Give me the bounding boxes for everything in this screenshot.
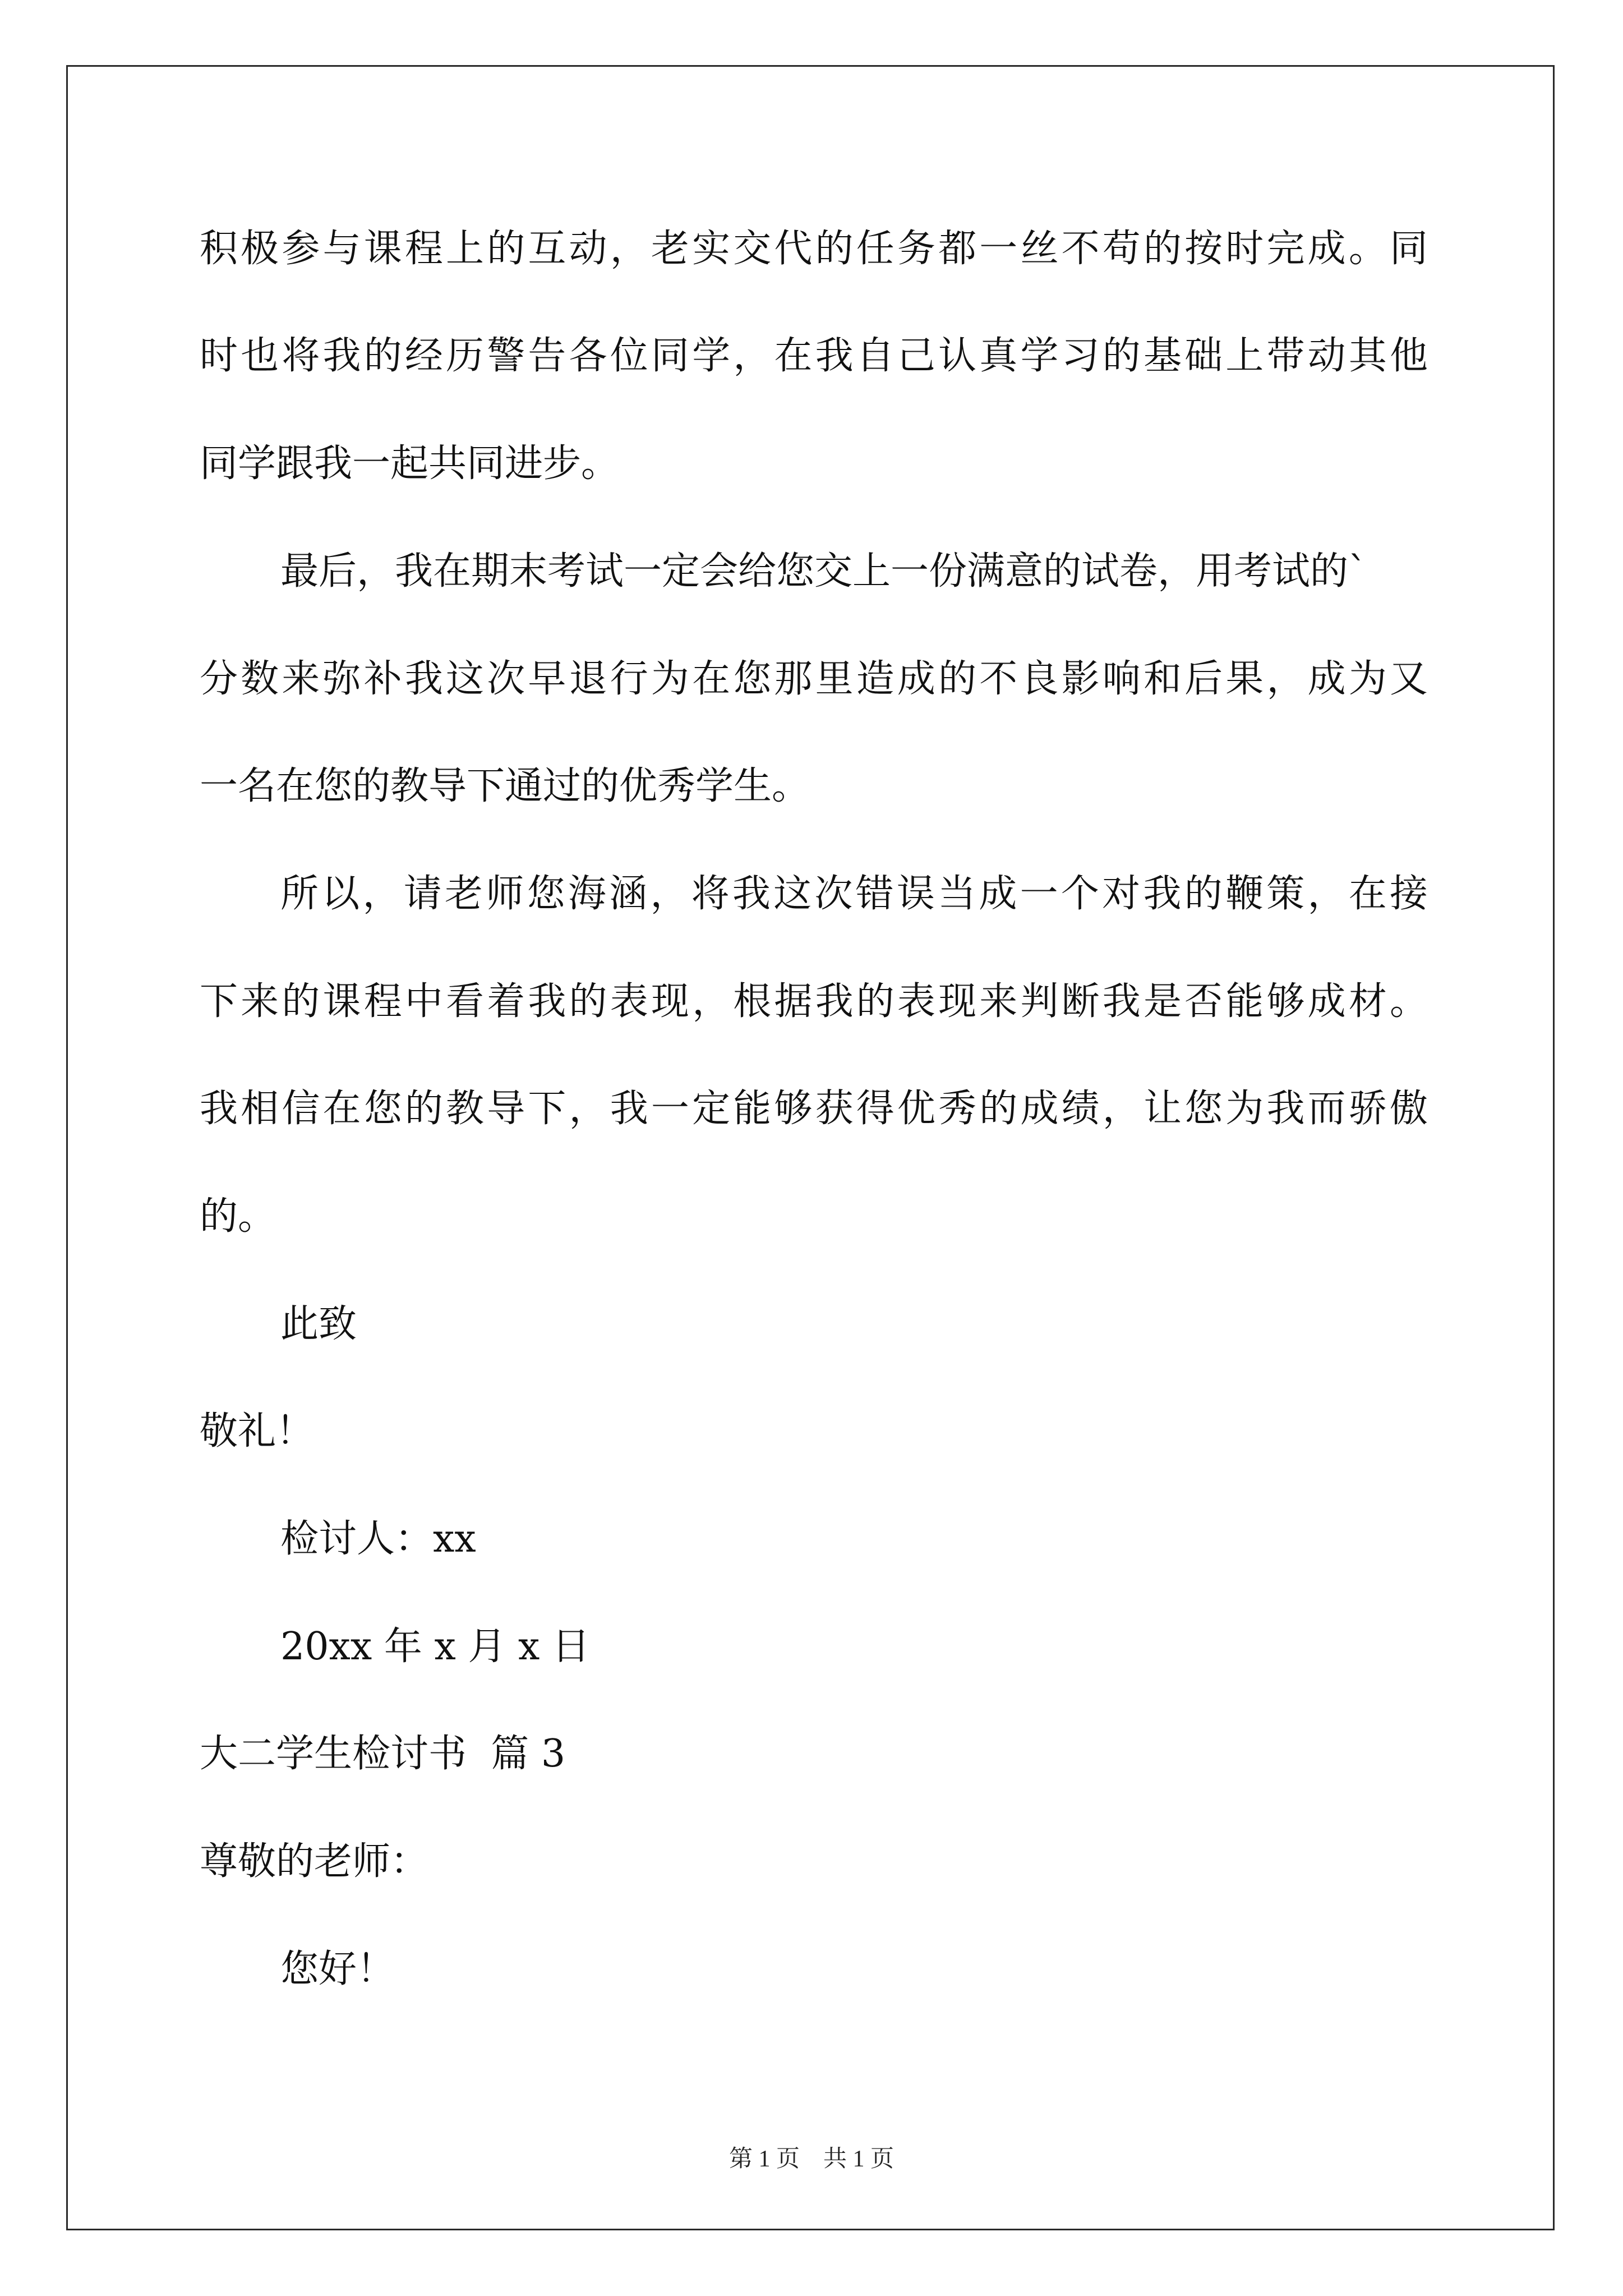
body-line-3: 同学跟我一起共同进步。	[200, 441, 620, 486]
closing-cizhi: 此致	[280, 1302, 357, 1346]
page-footer: 第 1 页 共 1 页	[728, 2146, 894, 2172]
body-line-8: 下来的课程中看着我的表现，根据我的表现来判断我是否能够成材。	[200, 979, 1428, 1024]
date-line: 20xx 年 x 月 x 日	[280, 1625, 591, 1669]
body-line-5: 分数来弥补我这次早退行为在您那里造成的不良影响和后果，成为又	[200, 657, 1428, 701]
page-border	[66, 65, 1555, 2230]
signer-line: 检讨人：xx	[280, 1517, 476, 1561]
body-line-6: 一名在您的教导下通过的优秀学生。	[200, 764, 810, 808]
section-title: 大二学生检讨书 篇 3	[200, 1732, 566, 1776]
closing-jingli: 敬礼！	[200, 1409, 315, 1453]
body-line-9: 我相信在您的教导下，我一定能够获得优秀的成绩，让您为我而骄傲	[200, 1087, 1428, 1131]
body-line-2: 时也将我的经历警告各位同学，在我自己认真学习的基础上带动其他	[200, 334, 1428, 378]
body-line-4: 最后，我在期末考试一定会给您交上一份满意的试卷，用考试的`	[280, 549, 1368, 593]
body-line-10: 的。	[200, 1194, 276, 1239]
body-line-1: 积极参与课程上的互动，老实交代的任务都一丝不苟的按时完成。同	[200, 227, 1428, 271]
salutation: 尊敬的老师：	[200, 1839, 429, 1884]
body-line-7: 所以，请老师您海涵，将我这次错误当成一个对我的鞭策，在接	[280, 872, 1428, 916]
greeting: 您好！	[280, 1947, 395, 1991]
